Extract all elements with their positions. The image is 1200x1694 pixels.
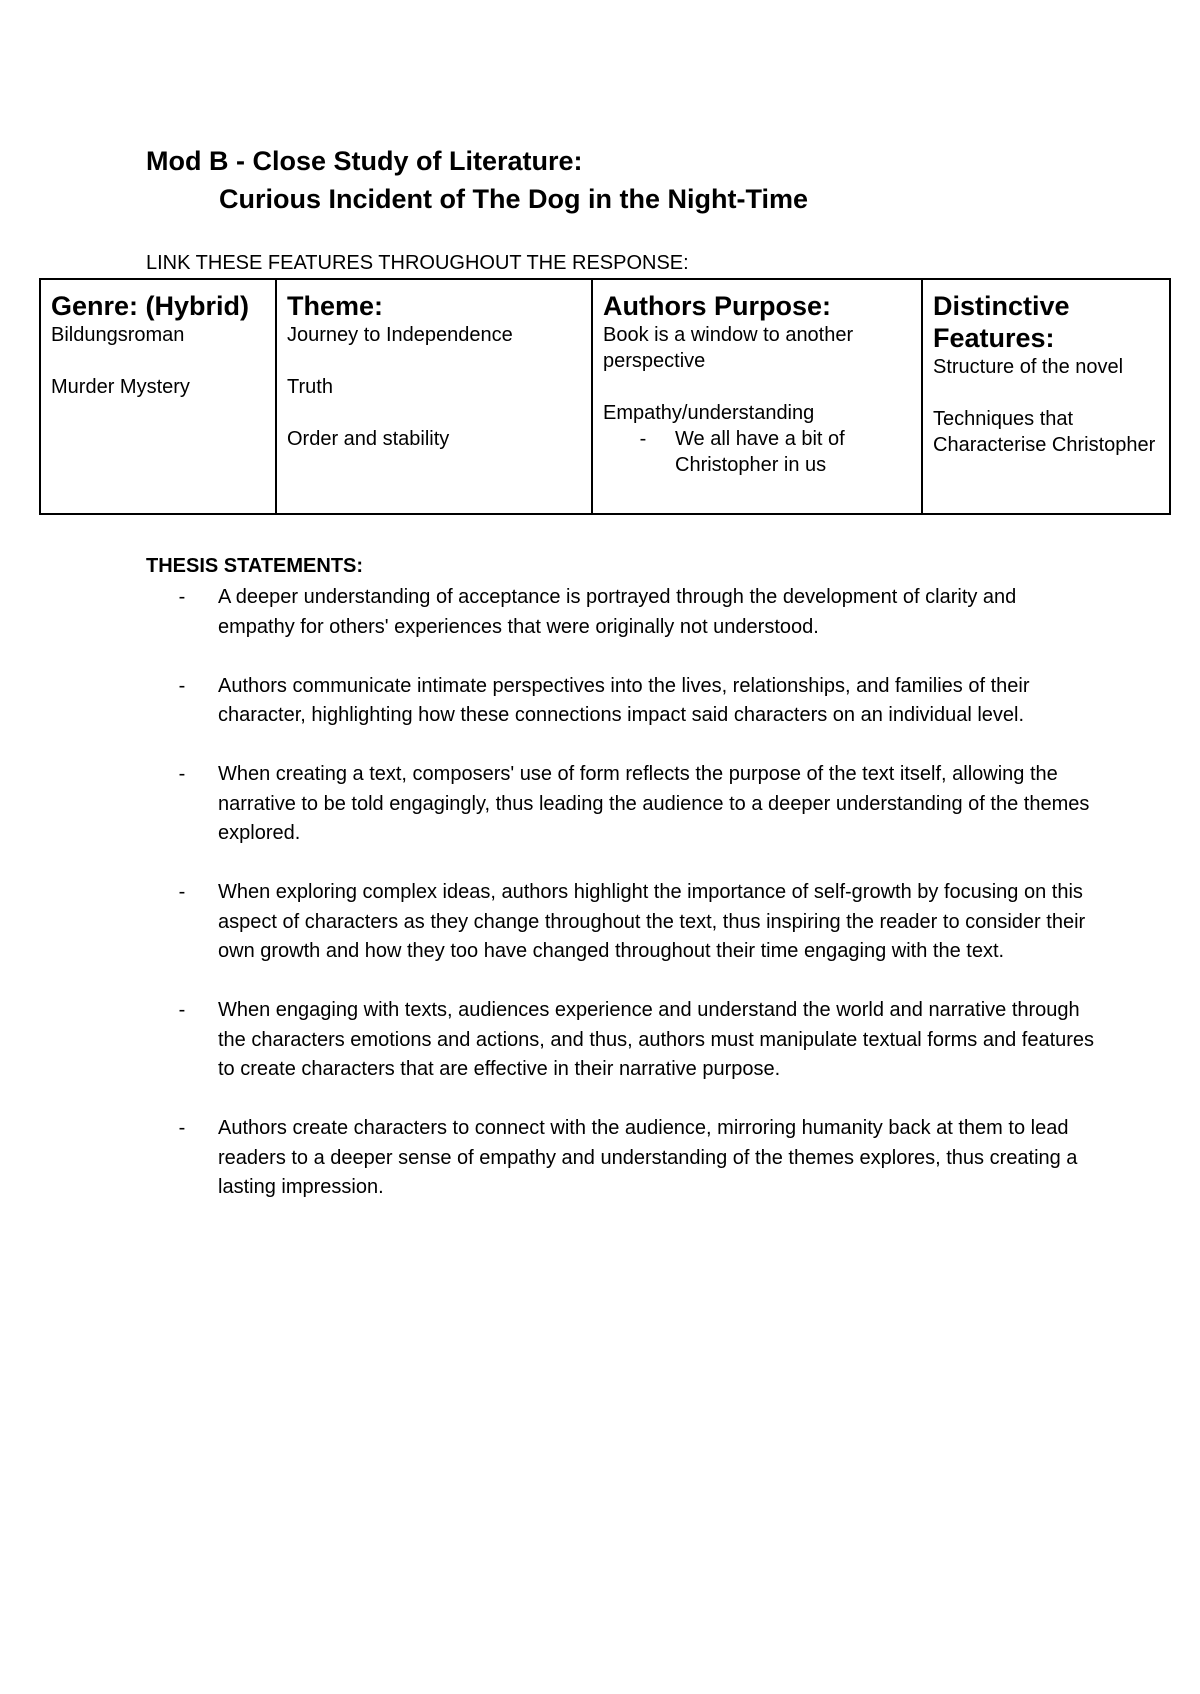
thesis-bullet: -	[178, 586, 186, 608]
thesis-item	[146, 996, 1096, 1085]
link-features-note: LINK THESE FEATURES THROUGHOUT THE RESPONSE:	[146, 252, 689, 274]
thesis-text: Authors communicate intimate perspectives into the lives, relationships, and families of their character, highlighting how these connections impact said characters on an individual level.	[218, 674, 1030, 726]
purpose-sub-list	[603, 426, 911, 478]
genre-item-bildungsroman: Bildungsroman	[51, 324, 185, 346]
thesis-bullet: -	[178, 674, 186, 697]
thesis-item	[146, 672, 1096, 731]
theme-heading: Theme:	[287, 291, 384, 321]
thesis-heading: THESIS STATEMENTS:	[146, 555, 364, 577]
genre-cell	[40, 279, 276, 514]
features-cell	[922, 279, 1170, 514]
thesis-bullet: -	[178, 999, 186, 1021]
purpose-cell	[592, 279, 922, 514]
thesis-text: Authors create characters to connect with the audience, mirroring humanity back at them to lead readers to a deeper sense of empathy and understanding of the themes explores, thus creating a lasting impression.	[218, 1117, 1078, 1198]
thesis-bullet: -	[178, 881, 186, 903]
theme-item-truth: Truth	[287, 376, 333, 398]
thesis-list	[146, 583, 1096, 1232]
thesis-text: When engaging with texts, audiences experience and understand the world and narrative through the characters emotions and actions, and thus, authors must manipulate textual forms and features to create characters that are effective in their narrative purpose.	[218, 999, 1095, 1080]
document-title: Mod B - Close Study of Literature:	[146, 146, 583, 176]
purpose-item-window: Book is a window to another perspective	[603, 324, 854, 372]
thesis-bullet: -	[178, 1117, 186, 1139]
thesis-text: A deeper understanding of acceptance is portrayed through the development of clarity and empathy for others' experiences that were originally not understood.	[218, 586, 1017, 638]
thesis-text: When creating a text, composers' use of form reflects the purpose of the text itself, allowing the narrative to be told engagingly, thus leading the audience to a deeper understanding of the themes explored.	[218, 763, 1090, 844]
theme-cell	[276, 279, 592, 514]
thesis-bullet: -	[178, 763, 186, 785]
purpose-item-empathy: Empathy/understanding	[603, 402, 815, 424]
purpose-heading: Authors Purpose:	[603, 291, 832, 321]
thesis-text: When exploring complex ideas, authors highlight the importance of self-growth by focusing on this aspect of characters as they change throughout the text, thus inspiring the reader to consider their own growth and how they too have changed throughout their time engaging with the text.	[218, 881, 1086, 962]
theme-item-order: Order and stability	[287, 428, 450, 450]
thesis-item	[146, 583, 1096, 642]
document-subtitle: Curious Incident of The Dog in the Night-Time	[219, 184, 808, 214]
features-item-structure: Structure of the novel	[933, 356, 1124, 378]
features-table	[39, 278, 1171, 515]
theme-item-independence: Journey to Independence	[287, 324, 513, 346]
genre-item-murder-mystery: Murder Mystery	[51, 376, 190, 398]
purpose-sub-item: We all have a bit of Christopher in us	[675, 428, 845, 476]
purpose-sub-bullet: -	[639, 428, 647, 450]
thesis-item	[146, 878, 1096, 967]
features-item-techniques: Techniques that Characterise Christopher	[933, 408, 1156, 456]
genre-heading: Genre: (Hybrid)	[51, 291, 250, 321]
features-heading: Distinctive Features:	[933, 291, 1070, 353]
thesis-item	[146, 760, 1096, 849]
thesis-item	[146, 1114, 1096, 1203]
